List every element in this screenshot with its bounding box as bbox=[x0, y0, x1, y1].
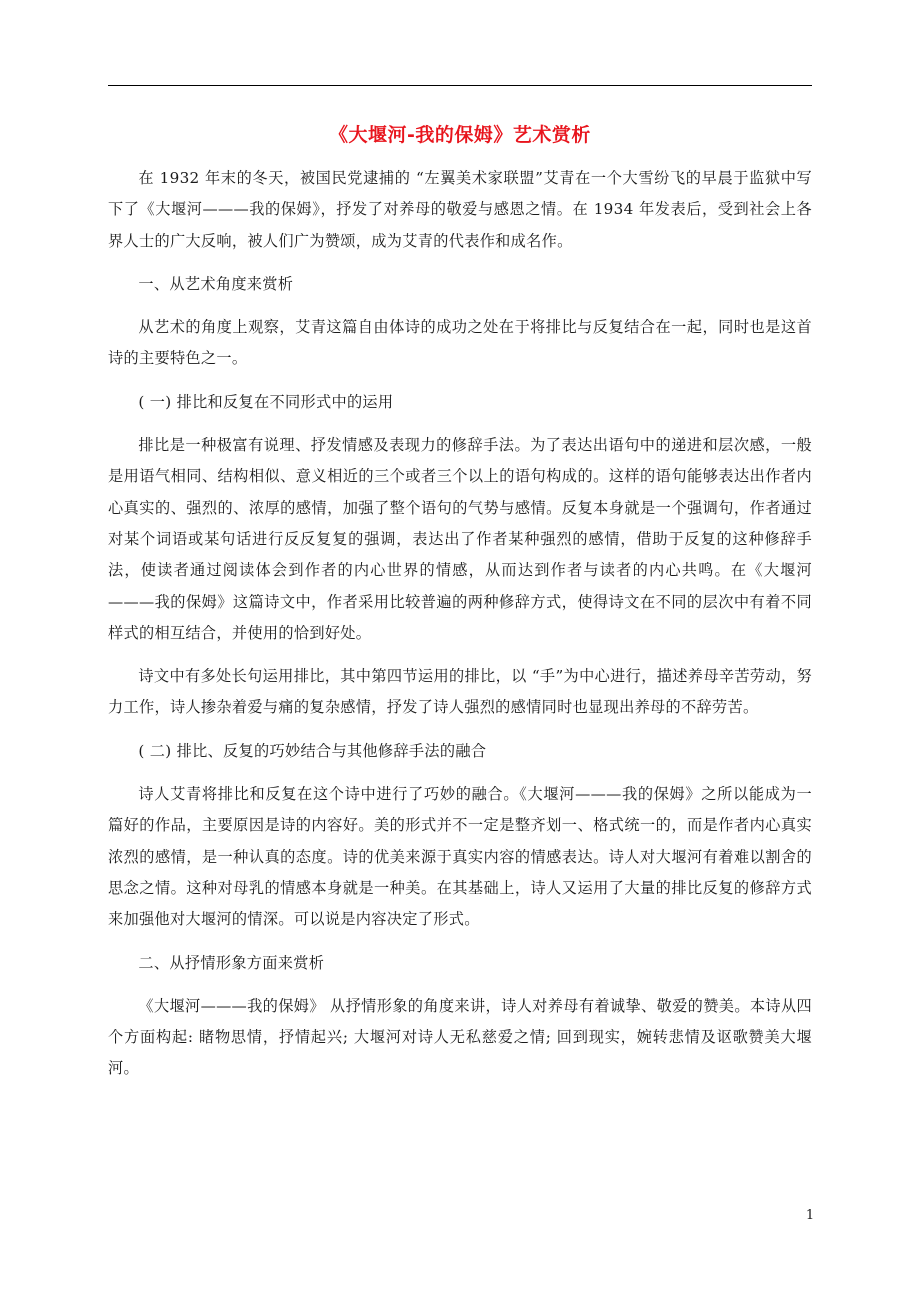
paragraph-hands: 诗文中有多处长句运用排比，其中第四节运用的排比，以 “手”为中心进行，描述养母辛苦劳动，努力工作，诗人掺杂着爱与痛的复杂感情，抒发了诗人强烈的感情同时也显现出养母的不辞劳苦。 bbox=[108, 667, 812, 717]
section-heading-art: 一、从艺术角度来赏析 bbox=[138, 274, 294, 293]
paragraph-art-overview: 从艺术的角度上观察，艾青这篇自由体诗的成功之处在于将排比与反复结合在一起，同时也是这首诗的主要特色之一。 bbox=[108, 318, 812, 368]
page-number: 1 bbox=[805, 1208, 815, 1223]
paragraph-parallelism: 排比是一种极富有说理、抒发情感及表现力的修辞手法。为了表达出语句中的递进和层次感，一般是用语气相同、结构相似、意义相近的三个或者三个以上的语句构成的。这样的语句能够表达出作者内心真实的、强烈的、浓厚的感情，加强了整个语句的气势与感情。反复本身就是一个强调句，作者通过对某个词语或某句话进行反反复复的强调，表达出了作者某种强烈的感情，借助于反复的这种修辞手法，使读者通过阅读体会到作者的内心世界的情感，从而达到作者与读者的内心共鸣。在《大堰河———我的保姆》这篇诗文中，作者采用比较普遍的两种修辞方式，使得诗文在不同的层次中有着不同样式的相互结合，并使用的恰到好处。 bbox=[108, 436, 812, 642]
section-heading-lyric: 二、从抒情形象方面来赏析 bbox=[138, 953, 325, 972]
header-rule bbox=[108, 85, 812, 86]
document-body bbox=[108, 163, 812, 1097]
paragraph-intro: 在 1932 年末的冬天，被国民党逮捕的 “左翼美术家联盟”艾青在一个大雪纷飞的早晨于监狱中写下了《大堰河———我的保姆》，抒发了对养母的敬爱与感恩之情。在 1934 年发表后，受到社会上各界人士的广大反响，被人们广为赞颂，成为艾青的代表作和成名作。 bbox=[108, 169, 812, 250]
paragraph-lyric: 《大堰河———我的保姆》 从抒情形象的角度来讲，诗人对养母有着诚挚、敬爱的赞美。本诗从四个方面构起: 睹物思情，抒情起兴; 大堰河对诗人无私慈爱之情; 回到现实，婉转悲情及讴歌赞美大堰河。 bbox=[108, 996, 812, 1078]
subsection-heading-1: ( 一) 排比和反复在不同形式中的运用 bbox=[138, 392, 394, 411]
paragraph-fusion: 诗人艾青将排比和反复在这个诗中进行了巧妙的融合。《大堰河———我的保姆》之所以能成为一篇好的作品，主要原因是诗的内容好。美的形式并不一定是整齐划一、格式统一的，而是作者内心真实浓烈的感情，是一种认真的态度。诗的优美来源于真实内容的情感表达。诗人对大堰河有着难以割舍的思念之情。这种对母乳的情感本身就是一种美。在其基础上，诗人又运用了大量的排比反复的修辞方式来加强他对大堰河的情深。可以说是内容决定了形式。 bbox=[108, 785, 812, 929]
document-title: 《大堰河-我的保姆》艺术赏析 bbox=[329, 124, 591, 146]
subsection-heading-2: ( 二) 排比、反复的巧妙结合与其他修辞手法的融合 bbox=[138, 741, 487, 760]
